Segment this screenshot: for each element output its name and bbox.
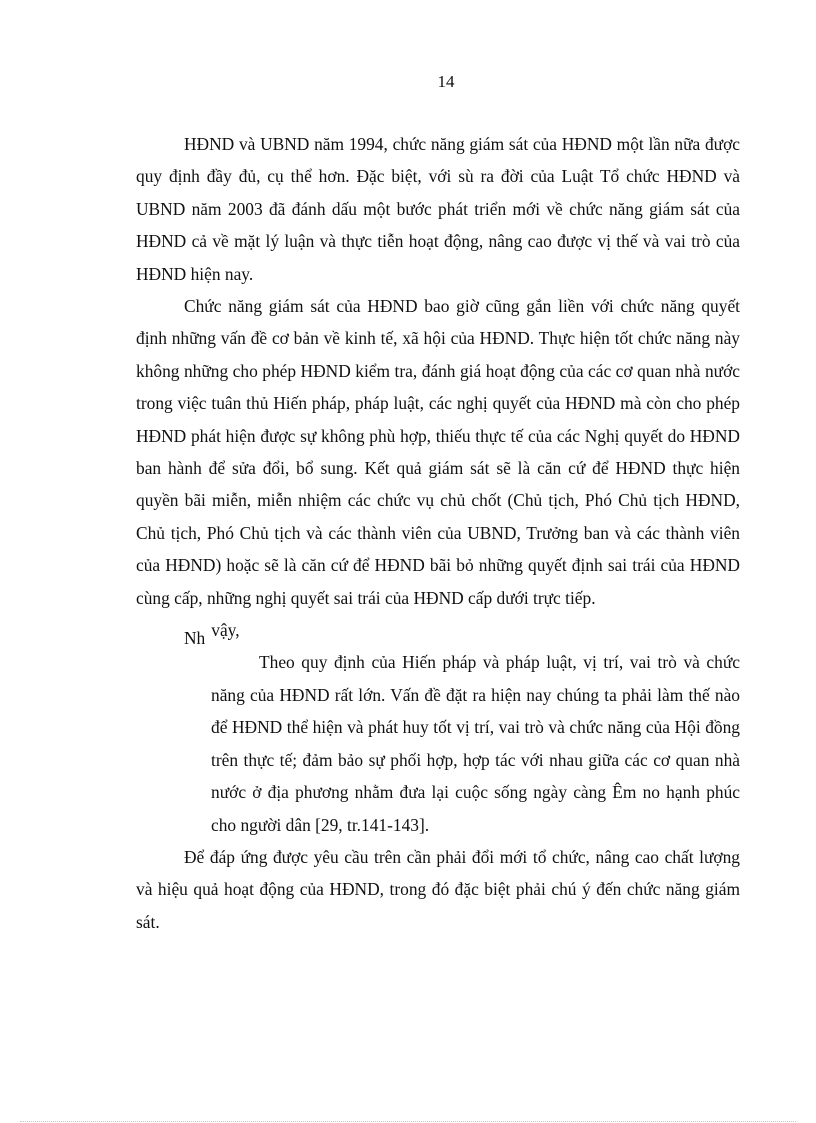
- document-body: [136, 128, 740, 938]
- paragraph-3: Để đáp ứng được yêu cầu trên cần phải đổi mới tổ chức, nâng cao chất lượng và hiệu quả hoạt động của HĐND, trong đó đặc biệt phải chú ý đến chức năng giám sát.: [136, 846, 740, 932]
- quote-lead-in: [136, 614, 740, 649]
- lead-in-word: vậy,: [211, 620, 240, 641]
- lead-in-fragment: Nh: [184, 628, 206, 649]
- block-quote: Theo quy định của Hiến pháp và pháp luật, vị trí, vai trò và chức năng của HĐND rất lớn. Vấn đề đặt ra hiện nay chúng ta phải làm thế nào để HĐND thể hiện và phát huy tốt vị trí, vai trò và chức năng của Hội đồng trên thực tế; đảm bảo sự phối hợp, hợp tác với nhau giữa các cơ quan nhà nước ở địa phương nhằm đưa lại cuộc sống ngày càng Êm no hạnh phúc cho người dân [29, tr.141-143].: [211, 652, 740, 835]
- paragraph-1: HĐND và UBND năm 1994, chức năng giám sát của HĐND một lần nữa được quy định đầy đủ, cụ thể hơn. Đặc biệt, với sù ra đời của Luật Tổ chức HĐND và UBND năm 2003 đã đánh dấu một bước phát triển mới về chức năng giám sát của HĐND cả về mặt lý luận và thực tiễn hoạt động, nâng cao được vị thế và vai trò của HĐND hiện nay.: [136, 134, 740, 284]
- paragraph-2: Chức năng giám sát của HĐND bao giờ cũng gắn liền với chức năng quyết định những vấn đề cơ bản về kinh tế, xã hội của HĐND. Thực hiện tốt chức năng này không những cho phép HĐND kiểm tra, đánh giá hoạt động của các cơ quan nhà nước trong việc tuân thủ Hiến pháp, pháp luật, các nghị quyết của HĐND mà còn cho phép HĐND phát hiện được sự không phù hợp, thiếu thực tế của các Nghị quyết do HĐND ban hành để sửa đổi, bổ sung. Kết quả giám sát sẽ là căn cứ để HĐND thực hiện quyền bãi miễn, miễn nhiệm các chức vụ chủ chốt (Chủ tịch, Phó Chủ tịch HĐND, Chủ tịch, Phó Chủ tịch và các thành viên của UBND, Trưởng ban và các thành viên của HĐND) hoặc sẽ là căn cứ để HĐND bãi bỏ những quyết định sai trái của HĐND cùng cấp, những nghị quyết sai trái của HĐND cấp dưới trực tiếp.: [136, 296, 740, 608]
- page-bottom-divider: [20, 1121, 796, 1122]
- page-number: 14: [437, 72, 455, 91]
